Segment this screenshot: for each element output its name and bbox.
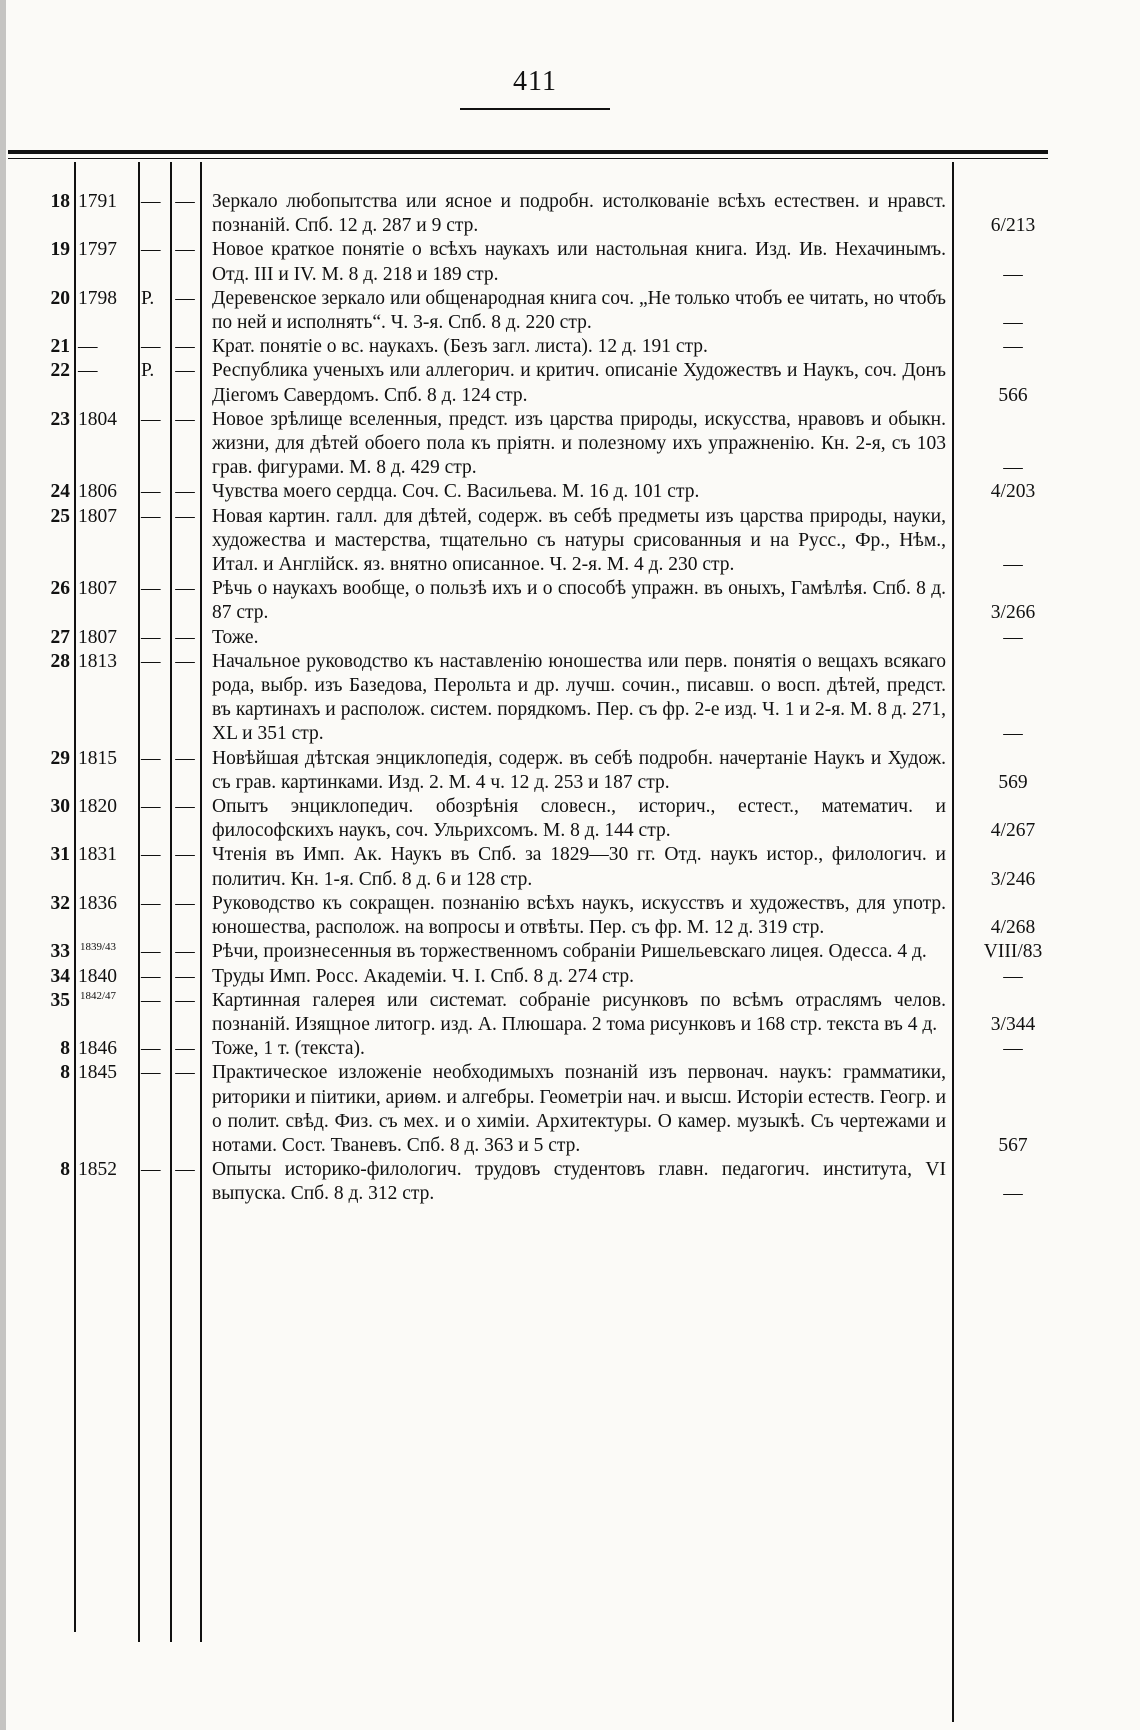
entry-mark: —: [175, 989, 195, 1011]
entry-mark: —: [175, 1038, 195, 1060]
entry-reference: 566: [998, 384, 1028, 406]
entry-reference: —: [1003, 626, 1023, 648]
entry-reference: —: [1003, 312, 1023, 334]
entry-text: Начальное руководство къ наставленію юношества или перв. понятія о вещахъ всякаго рода, выбр. изъ Базедова, Перольта и др. лучш. сочин., писавш. о восп. дѣтей, предст. въ картинахъ и располож. систем. порядкомъ. Пер. съ фр. 2-е изд. Ч. 1 и 2-я. М. 8 д. 271, XL и 351 стр.: [212, 650, 946, 745]
entry-number: 34: [50, 965, 70, 987]
entry-mark: —: [175, 239, 195, 261]
entry-language: —: [141, 239, 161, 261]
entry-language: —: [141, 844, 161, 866]
entry-text: Труды Имп. Росс. Академіи. Ч. I. Спб. 8 д. 274 стр.: [212, 965, 635, 987]
entry-text: Чувства моего сердца. Соч. С. Васильева. М. 16 д. 101 стр.: [212, 481, 700, 503]
entry-year: 1797: [78, 239, 117, 261]
entry-mark: —: [175, 1159, 195, 1181]
entry-text: Рѣчь о наукахъ вообще, о пользѣ ихъ и о способѣ упражн. въ оныхъ, Гамѣлѣя. Спб. 8 д. 87 стр.: [212, 578, 946, 624]
entry-mark: —: [175, 626, 195, 648]
entry-year: 1791: [78, 191, 117, 212]
entry-reference: —: [1003, 554, 1023, 576]
entry-reference: 3/344: [990, 1013, 1036, 1035]
entry-year: 1846: [78, 1038, 117, 1060]
entry-year: 1836: [78, 892, 117, 914]
entry-reference: VIII/83: [983, 941, 1043, 963]
entry-number: 35: [50, 989, 70, 1011]
entry-language: —: [141, 408, 161, 430]
entry-number: 26: [50, 578, 70, 600]
entry-text: Крат. понятіе о вс. наукахъ. (Безъ загл. листа). 12 д. 191 стр.: [212, 336, 708, 358]
entry-language: —: [141, 505, 161, 527]
entry-language: —: [141, 989, 161, 1011]
bibliography-entry: [0, 626, 1140, 650]
entry-number: 23: [50, 408, 70, 430]
entry-mark: —: [175, 965, 195, 987]
entry-reference: 3/246: [990, 868, 1036, 890]
entry-number: 8: [60, 1038, 70, 1060]
entry-reference: 567: [998, 1134, 1028, 1156]
entry-text: Практическое изложеніе необходимыхъ познаній изъ первонач. наукъ: грамматики, риторики и піитики, ариѳм. и алгебры. Геометріи нач. и высш. Исторіи естеств. Геогр. и о полит. свѣд. Физ. съ мех. и о химіи. Архитектуры. О камер. музыкѣ. Съ чертежами и нотами. Сост. Тваневъ. Спб. 8 д. 363 и 5 стр.: [212, 1062, 946, 1156]
entry-text: Картинная галерея или системат. собраніе рисунковъ по всѣмъ отраслямъ челов. познаній. Изящное литогр. изд. А. Плюшара. 2 тома рисунковъ и 168 стр. текста въ 4 д.: [212, 989, 946, 1035]
entry-language: —: [141, 796, 161, 818]
bibliography-entry: [0, 505, 1140, 578]
entry-number: 30: [50, 796, 70, 818]
entry-text: Опыты историко-филологич. трудовъ студентовъ главн. педагогич. института, VI выпуска. Спб. 8 д. 312 стр.: [212, 1159, 946, 1205]
entry-number: 31: [50, 844, 70, 866]
entry-reference: —: [1003, 965, 1023, 987]
entry-number: 8: [60, 1062, 70, 1084]
entry-number: 25: [50, 505, 70, 527]
entry-number: 22: [50, 360, 70, 382]
entry-number: 32: [50, 892, 70, 914]
entry-mark: —: [175, 505, 195, 527]
entry-language: —: [141, 1038, 161, 1060]
entry-reference: 4/268: [990, 917, 1036, 939]
bibliography-entry: [0, 940, 1140, 964]
entry-mark: —: [175, 844, 195, 866]
entry-language: Р.: [141, 287, 155, 309]
entry-year: 1820: [78, 796, 117, 818]
entry-text: Новое краткое понятіе о всѣхъ наукахъ или настольная книга. Изд. Ив. Нехачинымъ. Отд. III и IV. М. 8 д. 218 и 189 стр.: [212, 239, 946, 285]
entry-mark: —: [175, 650, 195, 672]
entry-mark: —: [175, 287, 195, 309]
entry-reference: 4/203: [990, 481, 1036, 503]
entry-language: —: [141, 650, 161, 672]
entry-year: —: [78, 360, 98, 382]
bibliography-entry: [0, 989, 1140, 1037]
bibliography-entry: [0, 650, 1140, 747]
entry-language: —: [141, 336, 161, 358]
entry-number: 18: [50, 191, 70, 212]
entry-mark: —: [175, 408, 195, 430]
entry-year: 1813: [78, 650, 117, 672]
entry-year: 1815: [78, 747, 117, 769]
entry-reference: —: [1003, 457, 1023, 479]
entry-mark: —: [175, 796, 195, 818]
entry-reference: —: [1003, 336, 1023, 358]
entry-text: Тоже, 1 т. (текста).: [212, 1038, 365, 1060]
entry-reference: —: [1003, 1183, 1023, 1205]
entry-reference: 4/267: [990, 820, 1036, 842]
entry-language: —: [141, 1062, 161, 1084]
entry-language: —: [141, 892, 161, 914]
header-rule-thick: [8, 150, 1048, 154]
entry-year: 1839/43: [80, 941, 117, 954]
bibliography-entry: [0, 747, 1140, 795]
entry-language: —: [141, 1159, 161, 1181]
entry-year: 1842/47: [80, 989, 117, 1002]
entry-number: 27: [50, 626, 70, 648]
entry-year: 1798: [78, 287, 117, 309]
entry-language: —: [141, 941, 161, 963]
entry-language: —: [141, 578, 161, 600]
entry-text: Новѣйшая дѣтская энциклопедія, содерж. въ себѣ подробн. начертаніе Наукъ и Худож. съ грав. картинками. Изд. 2. М. 4 ч. 12 д. 253 и 187 стр.: [212, 747, 946, 793]
entry-mark: —: [175, 1062, 195, 1084]
entry-text: Чтенія въ Имп. Ак. Наукъ въ Спб. за 1829—30 гг. Отд. наукъ истор., филологич. и политич. Кн. 1-я. Спб. 8 д. 6 и 128 стр.: [212, 844, 946, 890]
entry-text: Руководство къ сокращен. познанію всѣхъ наукъ, искусствъ и художествъ, для употр. юношества, располож. на вопросы и отвѣты. Пер. съ фр. М. 12 д. 319 стр.: [212, 892, 946, 939]
entry-language: Р.: [141, 360, 155, 382]
entry-number: 24: [50, 481, 70, 503]
entry-number: 29: [50, 747, 70, 769]
bibliography-entry: [0, 1061, 1140, 1158]
entry-year: 1840: [78, 965, 117, 987]
entry-year: 1804: [78, 408, 117, 430]
entry-text: Республика ученыхъ или аллегорич. и критич. описаніе Художествъ и Наукъ, соч. Донъ Діегомъ Савердомъ. Спб. 8 д. 124 стр.: [212, 360, 946, 406]
entry-text: Тоже.: [212, 626, 259, 648]
entry-year: 1807: [78, 505, 117, 527]
entry-mark: —: [175, 191, 195, 212]
page-number-rule: [460, 108, 610, 110]
entry-year: 1852: [78, 1159, 117, 1181]
header-rule-thin: [8, 158, 1048, 159]
entry-year: 1831: [78, 844, 117, 866]
bibliography-entry: [0, 335, 1140, 359]
entry-year: 1845: [78, 1062, 117, 1084]
bibliography-entry: [0, 408, 1140, 481]
bibliography-table: [0, 190, 1140, 1207]
entry-number: 8: [60, 1159, 70, 1181]
entry-mark: —: [175, 892, 195, 914]
entry-year: 1807: [78, 626, 117, 648]
entry-text: Рѣчи, произнесенныя въ торжественномъ собраніи Ришельевскаго лицея. Одесса. 4 д.: [212, 941, 927, 963]
bibliography-entry: [0, 1158, 1140, 1206]
entry-language: —: [141, 191, 161, 212]
entry-year: 1806: [78, 481, 117, 503]
bibliography-entry: [0, 892, 1140, 940]
entry-mark: —: [175, 578, 195, 600]
entry-number: 19: [50, 239, 70, 261]
bibliography-entry: [0, 238, 1140, 286]
entry-number: 28: [50, 650, 70, 672]
bibliography-entry: [0, 843, 1140, 891]
entry-number: 21: [50, 336, 70, 358]
bibliography-entry: [0, 190, 1140, 238]
entry-mark: —: [175, 360, 195, 382]
entry-reference: —: [1003, 1038, 1023, 1060]
entry-reference: —: [1003, 263, 1023, 285]
bibliography-entry: [0, 359, 1140, 407]
entry-reference: 3/266: [990, 602, 1036, 624]
entry-text: Новое зрѣлище вселенныя, предст. изъ царства природы, искусства, нравовъ и обыкн. жизни, для дѣтей обоего пола къ пріятн. и полезному ихъ упражненію. Кн. 2-я, съ 103 грав. фигурами. М. 8 д. 429 стр.: [212, 408, 946, 479]
entry-text: Деревенское зеркало или общенародная книга соч. „Не только чтобъ ее читать, но чтобъ по ней и исполнять“. Ч. 3-я. Спб. 8 д. 220 стр.: [212, 287, 946, 334]
entry-year: —: [78, 336, 98, 358]
entry-text: Зеркало любопытства или ясное и подробн. истолкованіе всѣхъ естествен. и нравст. познаній. Спб. 12 д. 287 и 9 стр.: [212, 191, 946, 237]
bibliography-entry: [0, 577, 1140, 625]
entry-number: 20: [50, 287, 70, 309]
entry-mark: —: [175, 747, 195, 769]
entry-mark: —: [175, 481, 195, 503]
entry-reference: —: [1003, 723, 1023, 745]
bibliography-entry: [0, 1037, 1140, 1061]
entry-language: —: [141, 481, 161, 503]
entry-mark: —: [175, 941, 195, 963]
entry-number: 33: [50, 941, 70, 963]
entry-language: —: [141, 965, 161, 987]
entry-year: 1807: [78, 578, 117, 600]
bibliography-entry: [0, 965, 1140, 989]
bibliography-entry: [0, 795, 1140, 843]
page-number: 411: [513, 66, 557, 97]
entry-mark: —: [175, 336, 195, 358]
bibliography-entry: [0, 287, 1140, 335]
entry-language: —: [141, 626, 161, 648]
entry-language: —: [141, 747, 161, 769]
entry-text: Опытъ энциклопедич. обозрѣнія словесн., историч., естест., математич. и философскихъ наукъ, соч. Ульрихсомъ. М. 8 д. 144 стр.: [212, 796, 946, 842]
entry-reference: 6/213: [990, 215, 1036, 237]
entry-text: Новая картин. галл. для дѣтей, содерж. въ себѣ предметы изъ царства природы, науки, художества и мастерства, тщательно съ натуры срисованныя и на Русс., Фр., Нѣм., Итал. и Англійск. яз. внятно описанное. Ч. 2-я. М. 4 д. 230 стр.: [212, 505, 946, 576]
bibliography-entry: [0, 480, 1140, 504]
entry-reference: 569: [998, 771, 1028, 793]
